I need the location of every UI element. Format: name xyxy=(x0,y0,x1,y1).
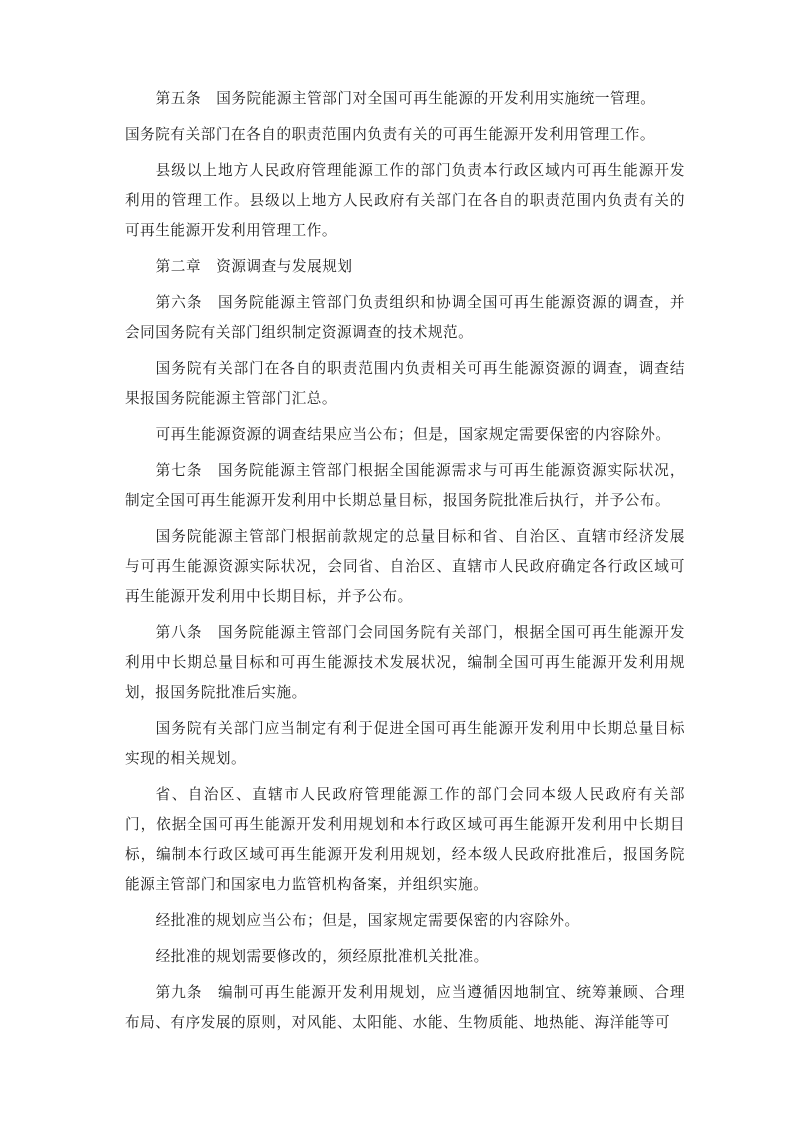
article-8-paragraph-5: 经批准的规划需要修改的，须经原批准机关批准。 xyxy=(155,948,489,965)
article-5-paragraph: 第五条 国务院能源主管部门对全国可再生能源的开发利用实施统一管理。 xyxy=(155,90,656,107)
article-6-paragraph-2: 国务院有关部门在各自的职责范围内负责相关可再生能源资源的调查，调查结果报国务院能源主管部门汇总。 xyxy=(125,360,685,407)
document-body xyxy=(125,84,685,1044)
article-8-paragraph-2: 国务院有关部门应当制定有利于促进全国可再生能源开发利用中长期总量目标实现的相关规划。 xyxy=(125,720,685,767)
article-6-paragraph-3: 可再生能源资源的调查结果应当公布；但是，国家规定需要保密的内容除外。 xyxy=(155,426,671,443)
article-8-paragraph-4: 经批准的规划应当公布；但是，国家规定需要保密的内容除外。 xyxy=(155,912,580,929)
article-5-continuation: 国务院有关部门在各自的职责范围内负责有关的可再生能源开发利用管理工作。 xyxy=(125,126,656,143)
article-8-paragraph: 第八条 国务院能源主管部门会同国务院有关部门，根据全国可再生能源开发利用中长期总量目标和可再生能源技术发展状况，编制全国可再生能源开发利用规划，报国务院批准后实施。 xyxy=(125,624,685,701)
article-7-paragraph-2: 国务院能源主管部门根据前款规定的总量目标和省、自治区、直辖市经济发展与可再生能源资源实际状况，会同省、自治区、直辖市人民政府确定各行政区域可再生能源开发利用中长期目标，并予公布。 xyxy=(125,528,685,605)
chapter-2-heading: 第二章 资源调查与发展规划 xyxy=(155,258,353,275)
article-9-paragraph: 第九条 编制可再生能源开发利用规划，应当遵循因地制宜、统筹兼顾、合理布局、有序发展的原则，对风能、太阳能、水能、生物质能、地热能、海洋能等可 xyxy=(125,984,685,1031)
article-5-paragraph-2: 县级以上地方人民政府管理能源工作的部门负责本行政区域内可再生能源开发利用的管理工作。县级以上地方人民政府有关部门在各自的职责范围内负责有关的可再生能源开发利用管理工作。 xyxy=(125,162,685,239)
article-6-paragraph: 第六条 国务院能源主管部门负责组织和协调全国可再生能源资源的调查，并会同国务院有关部门组织制定资源调查的技术规范。 xyxy=(125,294,685,341)
article-8-paragraph-3: 省、自治区、直辖市人民政府管理能源工作的部门会同本级人民政府有关部门，依据全国可再生能源开发利用规划和本行政区域可再生能源开发利用中长期目标，编制本行政区域可再生能源开发利用规划，经本级人民政府批准后，报国务院能源主管部门和国家电力监管机构备案，并组织实施。 xyxy=(125,786,685,893)
article-7-paragraph: 第七条 国务院能源主管部门根据全国能源需求与可再生能源资源实际状况，制定全国可再生能源开发利用中长期总量目标，报国务院批准后执行，并予公布。 xyxy=(125,462,685,509)
